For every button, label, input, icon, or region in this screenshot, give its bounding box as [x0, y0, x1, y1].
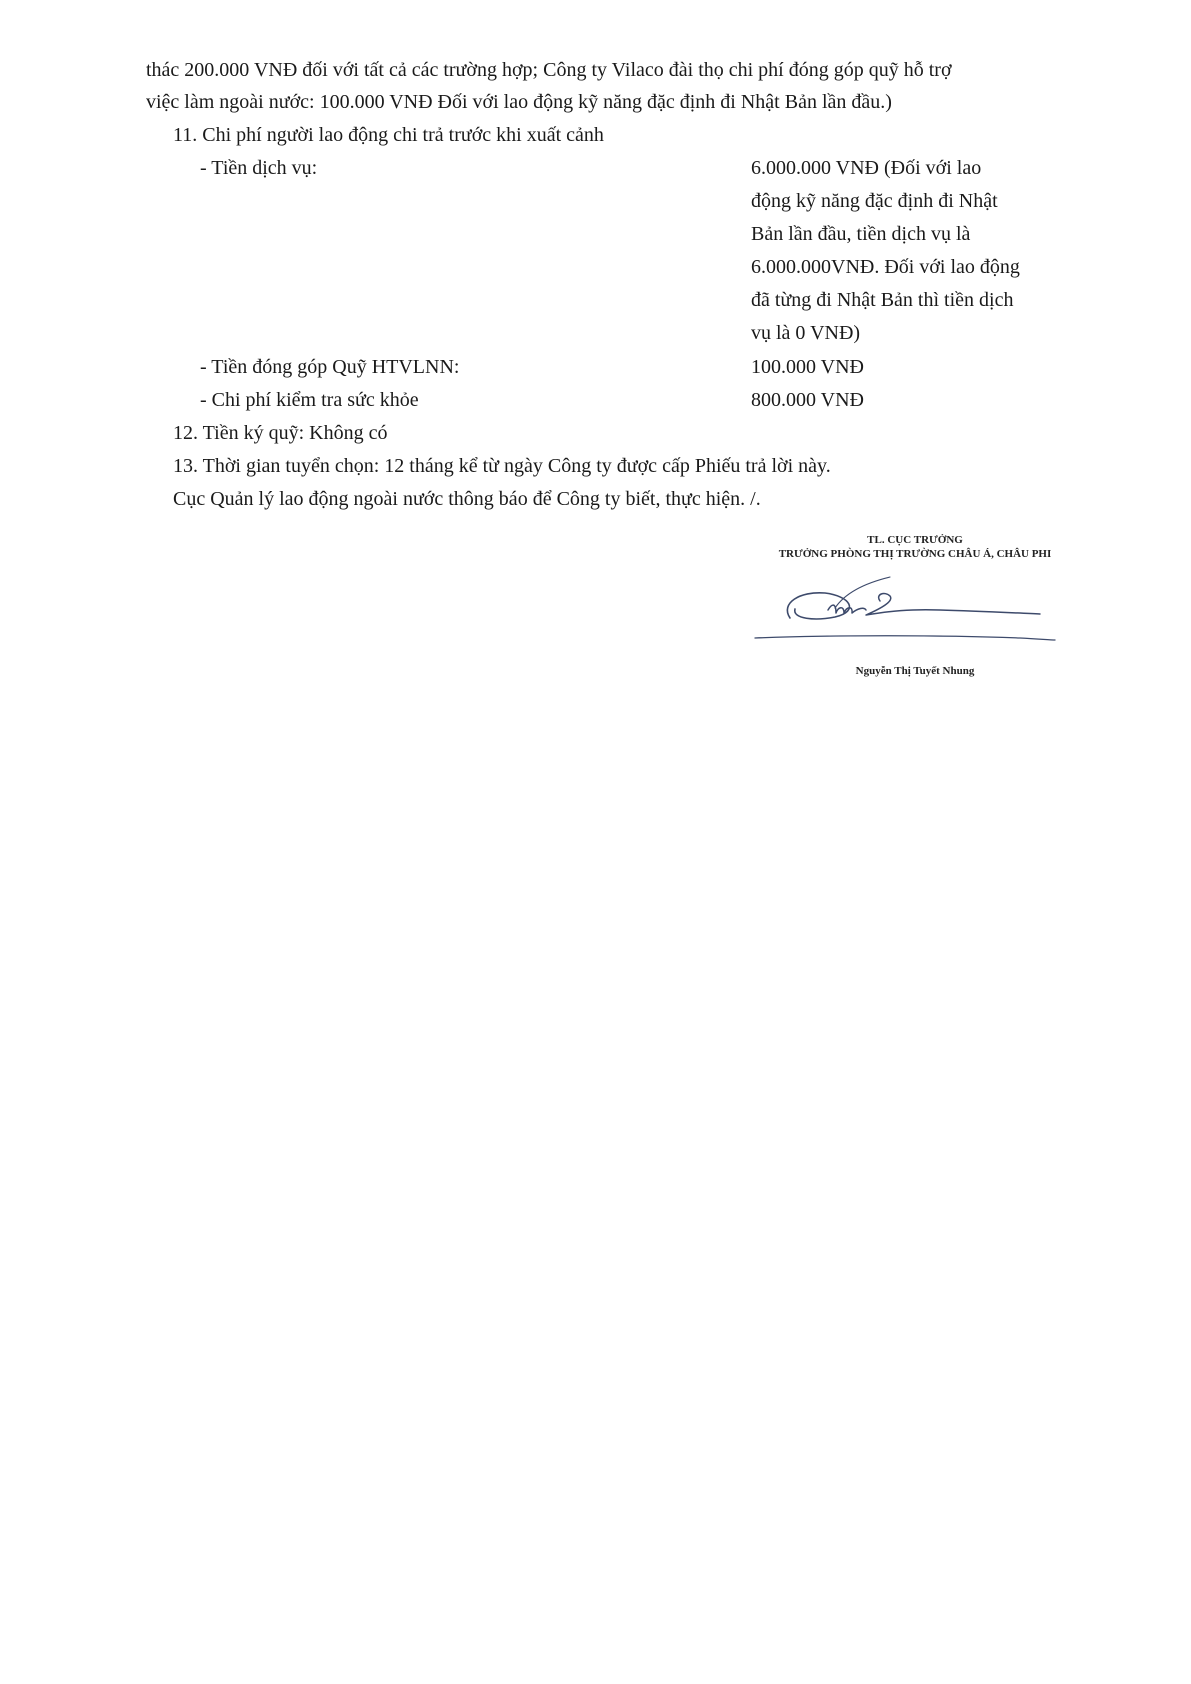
signer-name: Nguyễn Thị Tuyết Nhung	[855, 665, 975, 677]
item-11-heading: 11. Chi phí người lao động chi trả trước khi xuất cảnh	[173, 124, 604, 146]
health-check-fee-value: 800.000 VNĐ	[751, 389, 864, 411]
paragraph-continued-line-2: việc làm ngoài nước: 100.000 VNĐ Đối với lao động kỹ năng đặc định đi Nhật Bản lần đầu.)	[146, 91, 892, 113]
service-fee-value-line: Bản lần đầu, tiền dịch vụ là	[751, 223, 971, 245]
paragraph-continued-line-1: thác 200.000 VNĐ đối với tất cả các trường hợp; Công ty Vilaco đài thọ chi phí đóng góp quỹ hỗ trợ	[146, 59, 952, 81]
service-fee-value-line: vụ là 0 VNĐ)	[751, 322, 861, 344]
signature-block	[740, 533, 1090, 683]
signature-title-line-2: TRƯỞNG PHÒNG THỊ TRƯỜNG CHÂU Á, CHÂU PHI	[778, 548, 1052, 560]
service-fee-label: - Tiền dịch vụ:	[200, 157, 318, 179]
item-12-deposit: 12. Tiền ký quỹ: Không có	[173, 422, 388, 444]
closing-statement: Cục Quản lý lao động ngoài nước thông báo để Công ty biết, thực hiện. /.	[173, 488, 761, 510]
item-13-selection-period: 13. Thời gian tuyển chọn: 12 tháng kể từ ngày Công ty được cấp Phiếu trả lời này.	[173, 455, 831, 477]
health-check-fee-label: - Chi phí kiểm tra sức khỏe	[200, 389, 419, 411]
service-fee-value-line: động kỹ năng đặc định đi Nhật	[751, 190, 998, 212]
service-fee-value-line: 6.000.000 VNĐ (Đối với lao	[751, 157, 982, 179]
handwritten-signature	[740, 563, 1090, 663]
service-fee-value	[751, 152, 1061, 350]
service-fee-value-line: đã từng đi Nhật Bản thì tiền dịch	[751, 289, 1014, 311]
fund-contribution-value: 100.000 VNĐ	[751, 356, 864, 378]
signature-title-line-1: TL. CỤC TRƯỞNG	[867, 534, 963, 546]
fund-contribution-label: - Tiền đóng góp Quỹ HTVLNN:	[200, 356, 460, 378]
service-fee-value-line: 6.000.000VNĐ. Đối với lao động	[751, 256, 1020, 278]
